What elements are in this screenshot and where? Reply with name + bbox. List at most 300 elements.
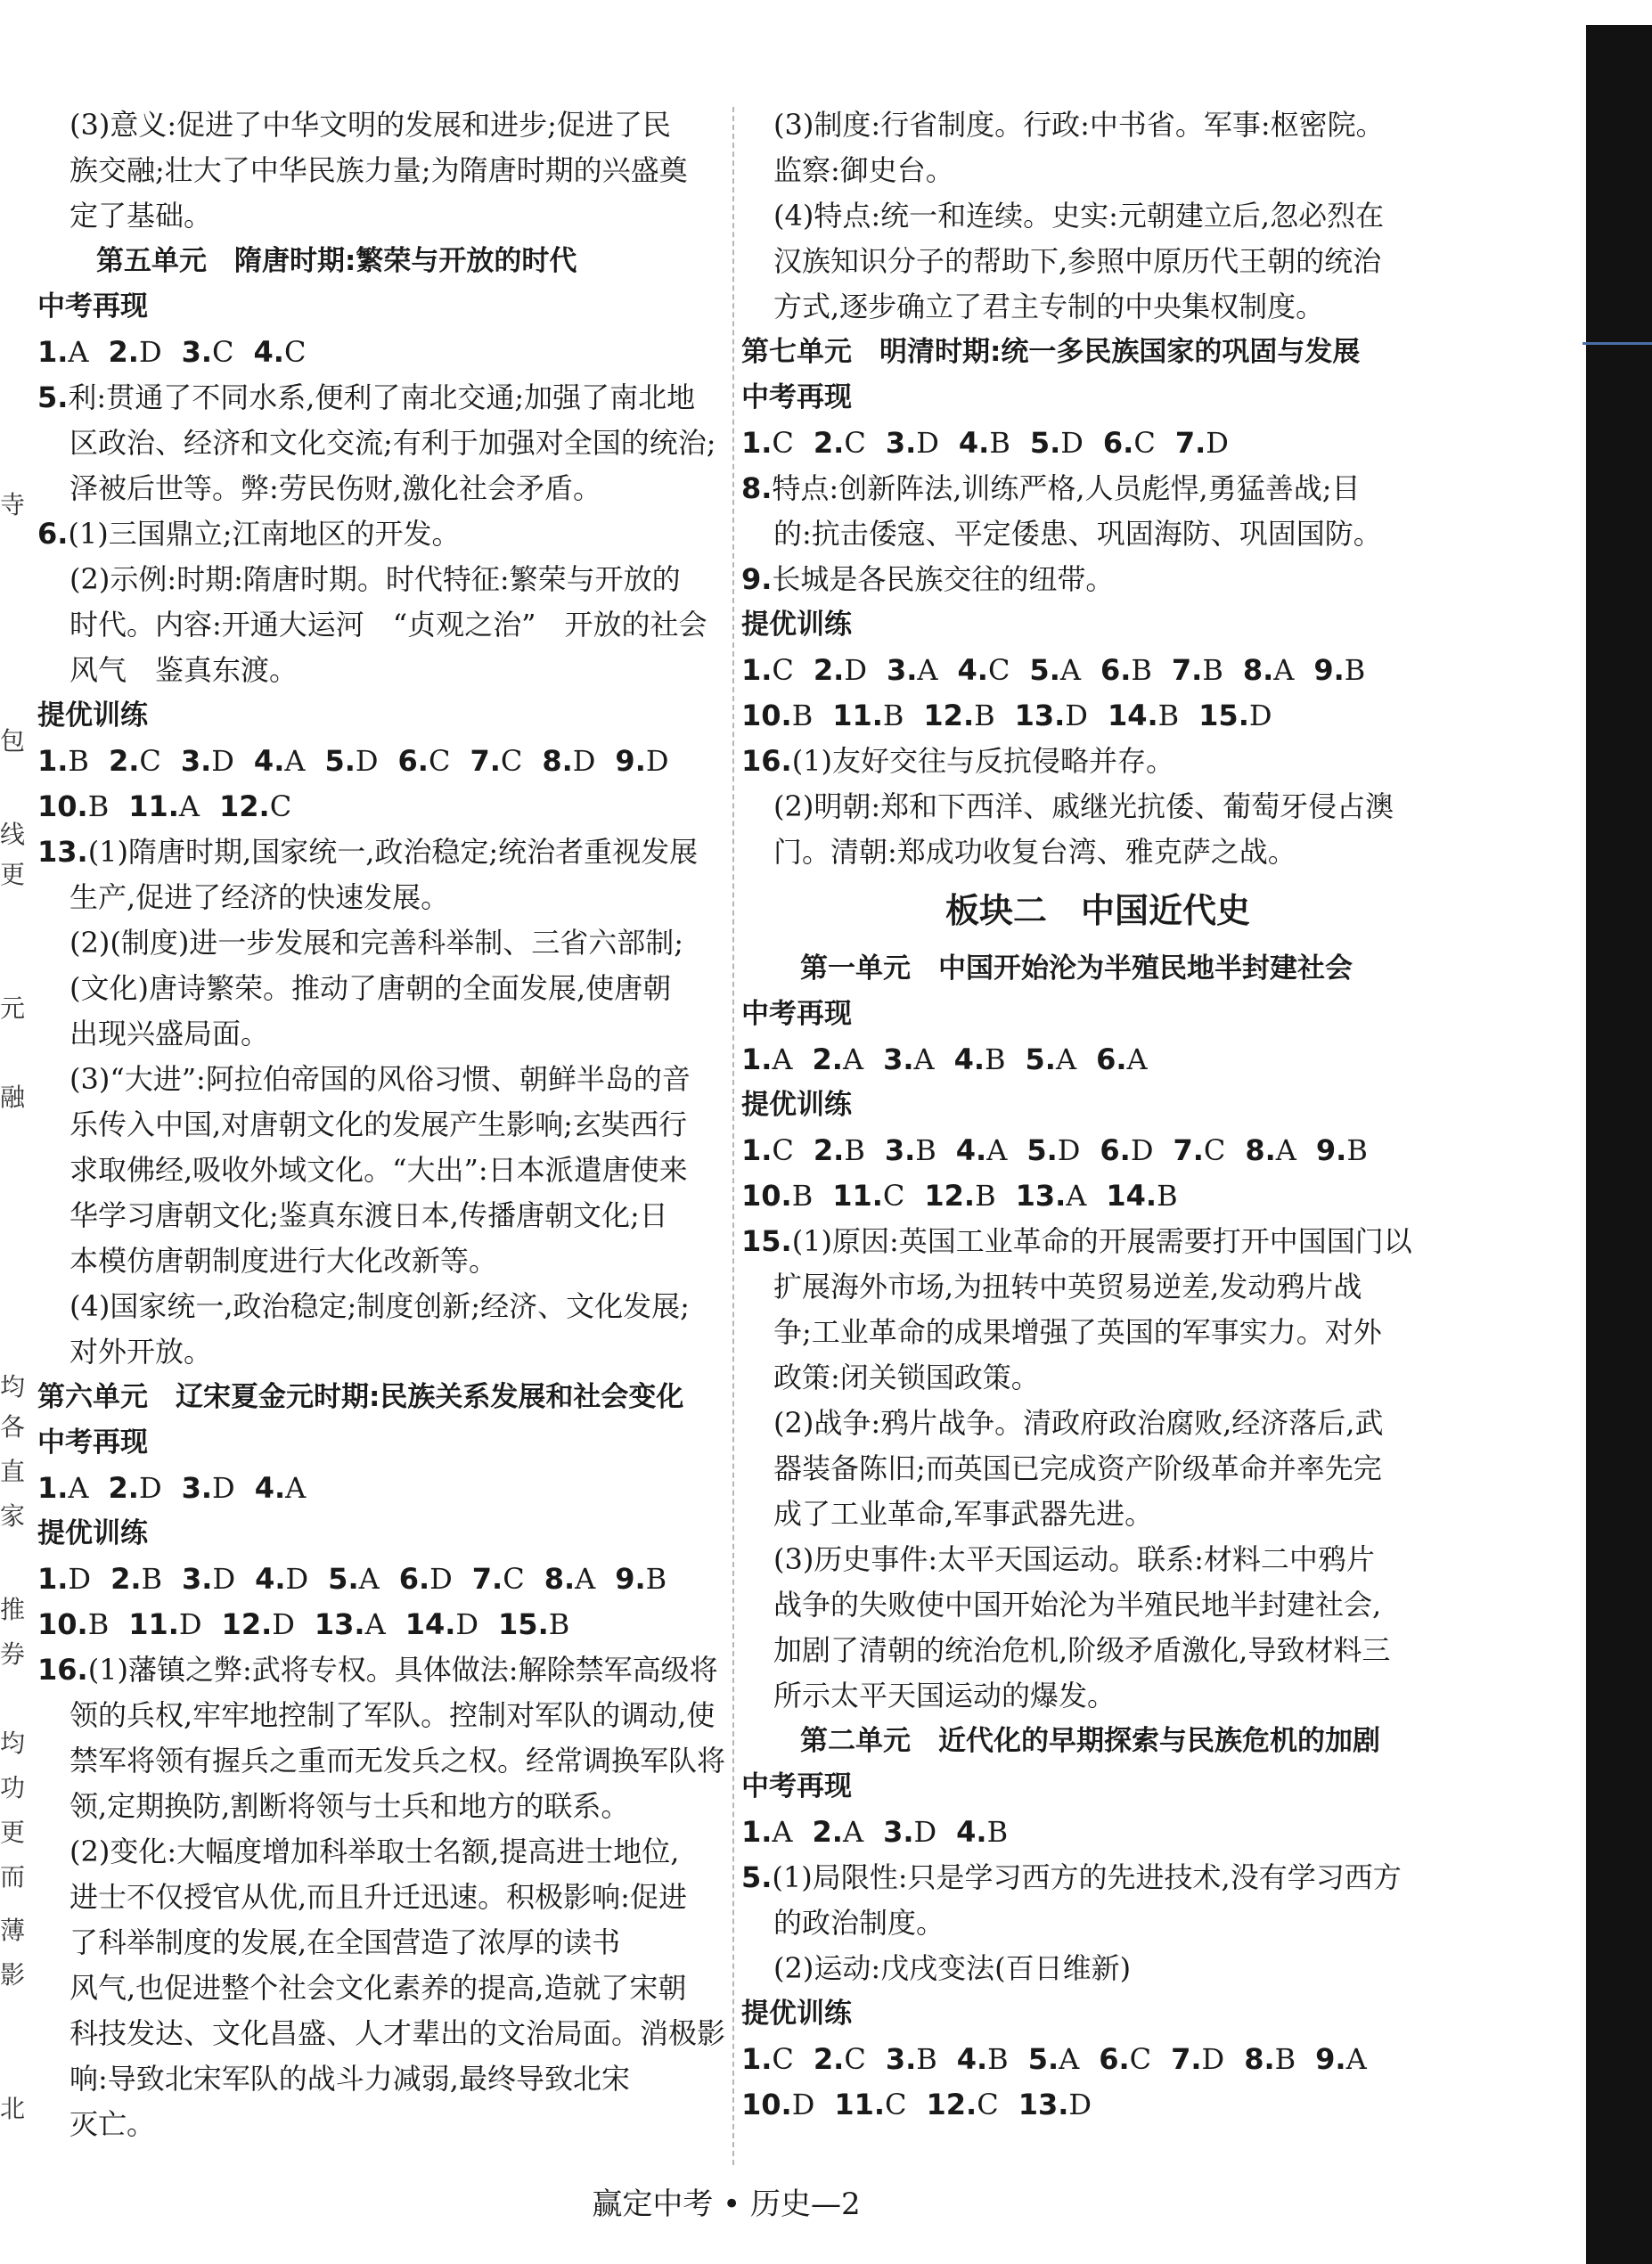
answer-number: 5. xyxy=(1029,653,1060,687)
answer-choice: B xyxy=(844,1133,865,1167)
answer-number: 9. xyxy=(1315,1133,1347,1167)
answer-choice: D xyxy=(429,1562,453,1596)
answer-number: 5. xyxy=(324,744,356,778)
answer-row xyxy=(741,2037,1436,2082)
answer-item xyxy=(956,1128,1008,1173)
margin-glyph: 更 xyxy=(0,860,26,889)
text-line: (2)战争:鸦片战争。清政府政治腐败,经济落后,武 xyxy=(773,1406,1384,1440)
answer-choice: B xyxy=(1202,653,1223,687)
answer-choice: A xyxy=(1066,1179,1087,1213)
answer-item xyxy=(37,1557,91,1602)
answer-number: 5. xyxy=(1026,1133,1058,1167)
column-divider xyxy=(732,107,734,2165)
answer-number: 13. xyxy=(1018,2088,1069,2121)
answer-number: 2. xyxy=(813,426,845,460)
answer-choice: A xyxy=(1055,1042,1077,1076)
question-text: (1)局限性:只是学习西方的先进技术,没有学习西方 xyxy=(772,1860,1402,1894)
answer-item xyxy=(615,739,668,784)
answer-item xyxy=(109,330,162,375)
right-column xyxy=(741,102,1436,2128)
answer-row xyxy=(37,1466,732,1511)
unit-heading: 第七单元 明清时期:统一多民族国家的巩固与发展 xyxy=(741,336,1361,368)
text-line: 本模仿唐朝制度进行大化改新等。 xyxy=(70,1244,498,1278)
answer-number: 3. xyxy=(885,426,917,460)
answer-choice: D xyxy=(455,1607,479,1641)
answer-row xyxy=(741,421,1436,466)
answer-choice: D xyxy=(68,1562,92,1596)
answer-item xyxy=(181,739,234,784)
answer-item xyxy=(741,1173,813,1219)
answer-number: 3. xyxy=(180,744,212,778)
answer-choice: B xyxy=(141,1562,163,1596)
answer-item xyxy=(222,1602,295,1647)
answer-choice: A xyxy=(772,1815,793,1849)
answer-item xyxy=(1172,648,1223,693)
text-line: (3)意义:促进了中华文明的发展和进步;促进了民 xyxy=(70,108,671,142)
answer-item xyxy=(741,2037,794,2082)
answer-choice: B xyxy=(882,699,904,732)
text-line xyxy=(37,830,732,875)
text-line: 政策:闭关锁国政策。 xyxy=(773,1361,1040,1394)
answer-choice: D xyxy=(211,744,234,778)
answer-number: 3. xyxy=(884,1133,916,1167)
answer-item xyxy=(37,1466,89,1511)
answer-choice: D xyxy=(1068,2088,1092,2121)
text-line: 了科举制度的发展,在全国营造了浓厚的读书 xyxy=(70,1925,621,1959)
answer-number: 7. xyxy=(1171,653,1203,687)
answer-choice: A xyxy=(1345,2042,1367,2076)
text-line: 族交融;壮大了中华民族力量;为隋唐时期的兴盛奠 xyxy=(70,153,688,187)
answer-choice: C xyxy=(269,789,292,823)
section-heading: 提优训练 xyxy=(37,1517,148,1549)
answer-number: 9. xyxy=(615,1562,646,1596)
answer-number: 12. xyxy=(926,2088,977,2121)
answer-number: 4. xyxy=(253,744,285,778)
unit-heading: 第六单元 辽宋夏金元时期:民族关系发展和社会变化 xyxy=(37,1381,684,1413)
answer-choice: B xyxy=(87,1607,110,1641)
answer-item xyxy=(1028,2037,1080,2082)
question-text: (1)原因:英国工业革命的开展需要打开中国国门以 xyxy=(791,1224,1412,1258)
answer-choice: C xyxy=(844,2042,866,2076)
text-line: 领,定期换防,割断将领与士兵和地方的联系。 xyxy=(70,1789,630,1823)
answer-choice: C xyxy=(772,1133,794,1167)
answer-choice: A xyxy=(1275,1133,1296,1167)
answer-choice: C xyxy=(500,744,523,778)
text-line: 出现兴盛局面。 xyxy=(70,1017,270,1050)
answer-choice: C xyxy=(212,335,234,369)
answer-number: 9. xyxy=(1315,2042,1346,2076)
answer-choice: B xyxy=(915,1133,936,1167)
margin-glyph: 包 xyxy=(0,726,26,756)
answer-number: 2. xyxy=(108,744,140,778)
answer-item xyxy=(315,1602,386,1647)
answer-item xyxy=(37,739,89,784)
margin-glyph: 均 xyxy=(0,1372,26,1402)
question-number: 5. xyxy=(741,1860,773,1894)
answer-number: 4. xyxy=(253,335,284,369)
answer-item xyxy=(1016,1173,1087,1219)
answer-choice: D xyxy=(645,744,669,778)
answer-choice: D xyxy=(1057,1133,1081,1167)
answer-number: 10. xyxy=(741,1179,792,1213)
answer-number: 5. xyxy=(1025,1042,1056,1076)
answer-item xyxy=(886,2037,937,2082)
answer-item xyxy=(954,1037,1006,1083)
answer-number: 1. xyxy=(37,1471,69,1505)
answer-item xyxy=(832,693,904,739)
text-line: 领的兵权,牢牢地控制了军队。控制对军队的调动,使 xyxy=(70,1698,716,1732)
question-text: (1)友好交往与反抗侵略并存。 xyxy=(791,744,1175,778)
answer-item xyxy=(956,1810,1008,1855)
answer-number: 3. xyxy=(883,1042,914,1076)
answer-item xyxy=(958,648,1010,693)
section-heading: 中考再现 xyxy=(741,1770,852,1802)
section-heading: 提优训练 xyxy=(741,1998,852,2030)
answer-number: 11. xyxy=(128,789,179,823)
text-line: 争;工业革命的成果增强了英国的军事实力。对外 xyxy=(773,1315,1382,1349)
answer-item xyxy=(1026,1037,1077,1083)
answer-number: 12. xyxy=(923,699,975,732)
answer-number: 3. xyxy=(181,1471,213,1505)
question-number: 16. xyxy=(37,1653,88,1687)
answer-item xyxy=(927,2082,999,2128)
answer-item xyxy=(741,1810,793,1855)
page-edge-bar xyxy=(1586,25,1652,2264)
answer-choice: A xyxy=(986,1133,1008,1167)
text-line xyxy=(37,375,732,421)
answer-item xyxy=(1100,1128,1153,1173)
answer-choice: C xyxy=(428,744,451,778)
answer-row xyxy=(741,1128,1436,1173)
answer-number: 4. xyxy=(255,1562,286,1596)
answer-number: 7. xyxy=(1171,2042,1202,2076)
answer-item xyxy=(182,1466,235,1511)
answer-choice: A xyxy=(364,1607,386,1641)
text-line: (3)制度:行省制度。行政:中书省。军事:枢密院。 xyxy=(773,108,1385,142)
answer-number: 5. xyxy=(1029,426,1061,460)
text-line: 进士不仅授官从优,而且升迁迅速。积极影响:促进 xyxy=(70,1880,687,1914)
answer-choice: C xyxy=(882,1179,905,1213)
answer-item xyxy=(1243,648,1295,693)
answer-number: 4. xyxy=(957,653,988,687)
answer-choice: D xyxy=(913,1815,937,1849)
answer-item xyxy=(924,1173,995,1219)
section-heading: 中考再现 xyxy=(741,381,852,413)
answer-number: 7. xyxy=(470,744,501,778)
question-number: 16. xyxy=(741,744,792,778)
unit-heading: 第二单元 近代化的早期探索与民族危机的加剧 xyxy=(800,1725,1380,1757)
answer-number: 8. xyxy=(544,1562,576,1596)
text-line: (3)历史事件:太平天国运动。联系:材料二中鸦片 xyxy=(773,1542,1375,1576)
answer-choice: A xyxy=(1126,1042,1148,1076)
text-line: 乐传入中国,对唐朝文化的发展产生影响;玄奘西行 xyxy=(70,1107,687,1141)
margin-glyph: 融 xyxy=(0,1083,26,1112)
answer-number: 6. xyxy=(1099,2042,1130,2076)
margin-glyph: 而 xyxy=(0,1862,26,1892)
answer-item xyxy=(1103,421,1156,466)
answer-item xyxy=(324,739,378,784)
answer-row xyxy=(741,648,1436,693)
section-heading: 提优训练 xyxy=(741,1089,852,1121)
answer-item xyxy=(959,421,1010,466)
text-line: 的政治制度。 xyxy=(773,1906,945,1940)
answer-number: 2. xyxy=(108,1471,139,1505)
answer-number: 7. xyxy=(1173,1133,1204,1167)
margin-glyph: 寺 xyxy=(0,490,26,519)
answer-item xyxy=(1026,1128,1080,1173)
answer-number: 12. xyxy=(219,789,270,823)
answer-item xyxy=(741,1128,794,1173)
answer-choice: C xyxy=(139,744,161,778)
text-line: 求取佛经,吸收外域文化。“大出”:日本派遣唐使来 xyxy=(70,1153,688,1187)
margin-glyph: 功 xyxy=(0,1773,26,1802)
answer-choice: C xyxy=(772,653,794,687)
answer-item xyxy=(109,739,161,784)
answer-item xyxy=(1108,693,1179,739)
answer-row xyxy=(741,693,1436,739)
margin-glyph: 家 xyxy=(0,1501,26,1531)
answer-row xyxy=(37,1602,732,1647)
answer-item xyxy=(887,648,938,693)
answer-number: 3. xyxy=(182,1562,213,1596)
section-heading: 中考再现 xyxy=(37,290,148,323)
answer-choice: B xyxy=(548,1607,570,1641)
answer-choice: A xyxy=(68,335,89,369)
answer-choice: C xyxy=(503,1562,525,1596)
text-line: 加剧了清朝的统治危机,阶级矛盾激化,导致材料三 xyxy=(773,1633,1391,1667)
answer-item xyxy=(832,1173,904,1219)
answer-choice: A xyxy=(917,653,938,687)
answer-choice: D xyxy=(355,744,379,778)
answer-number: 6. xyxy=(1102,426,1134,460)
question-text: (1)三国鼎立;江南地区的开发。 xyxy=(68,517,461,551)
text-line: 区政治、经济和文化交流;有利于加强对全国的统治; xyxy=(70,426,716,460)
answer-choice: D xyxy=(1206,426,1229,460)
answer-number: 11. xyxy=(834,2088,886,2121)
text-line: (4)国家统一,政治稳定;制度创新;经济、文化发展; xyxy=(70,1289,690,1323)
text-line: 风气,也促进整个社会文化素养的提高,造就了宋朝 xyxy=(70,1971,687,2005)
question-number: 15. xyxy=(741,1224,792,1258)
answer-number: 2. xyxy=(813,653,845,687)
answer-item xyxy=(328,1557,380,1602)
margin-glyph: 线 xyxy=(0,820,26,849)
margin-glyph: 影 xyxy=(0,1960,26,1990)
answer-row xyxy=(37,739,732,784)
answer-choice: B xyxy=(1346,1133,1368,1167)
margin-glyph: 北 xyxy=(0,2094,26,2123)
question-number: 8. xyxy=(741,471,773,505)
answer-choice: D xyxy=(844,653,867,687)
answer-item xyxy=(470,739,522,784)
answer-choice: A xyxy=(284,744,306,778)
answer-item xyxy=(1015,693,1088,739)
answer-item xyxy=(1029,648,1081,693)
answer-choice: C xyxy=(1133,426,1156,460)
question-number: 5. xyxy=(37,380,69,414)
text-line: (2)(制度)进一步发展和完善科举制、三省六部制; xyxy=(70,926,684,960)
question-text: (1)隋唐时期,国家统一,政治稳定;统治者重视发展 xyxy=(87,835,699,869)
answer-number: 1. xyxy=(741,1815,773,1849)
text-line: 响:导致北宋军队的战斗力减弱,最终导致北宋 xyxy=(70,2062,630,2096)
answer-choice: A xyxy=(913,1042,935,1076)
answer-choice: C xyxy=(987,653,1010,687)
margin-glyph: 均 xyxy=(0,1729,26,1758)
answer-item xyxy=(886,421,939,466)
answer-choice: A xyxy=(285,1471,307,1505)
answer-row xyxy=(741,2082,1436,2128)
answer-choice: A xyxy=(575,1562,596,1596)
answer-number: 1. xyxy=(37,1562,69,1596)
answer-item xyxy=(1315,2037,1367,2082)
text-line: (文化)唐诗繁荣。推动了唐朝的全面发展,使唐朝 xyxy=(70,971,672,1005)
answer-item xyxy=(957,2037,1009,2082)
answer-number: 6. xyxy=(397,744,429,778)
answer-item xyxy=(1018,2082,1092,2128)
answer-item xyxy=(399,1557,453,1602)
answer-number: 6. xyxy=(1100,653,1132,687)
answer-row xyxy=(741,1037,1436,1083)
question-text: 利:贯通了不同水系,便利了南北交通;加强了南北地 xyxy=(68,380,696,414)
answer-item xyxy=(182,330,234,375)
text-line xyxy=(741,739,1436,784)
answer-item xyxy=(1244,2037,1296,2082)
answer-number: 13. xyxy=(1015,1179,1067,1213)
answer-number: 8. xyxy=(1245,1133,1276,1167)
answer-item xyxy=(542,739,595,784)
answer-choice: B xyxy=(87,789,110,823)
answer-number: 15. xyxy=(1198,699,1249,732)
text-line: 定了基础。 xyxy=(70,199,213,233)
answer-item xyxy=(219,784,291,830)
answer-choice: D xyxy=(791,2088,815,2121)
text-line: 门。清朝:郑成功收复台湾、雅克萨之战。 xyxy=(773,835,1296,869)
answer-item xyxy=(741,648,794,693)
answer-item xyxy=(1106,1173,1177,1219)
answer-item xyxy=(1313,648,1365,693)
answer-choice: B xyxy=(974,699,995,732)
answer-choice: D xyxy=(1248,699,1272,732)
text-line: 战争的失败使中国开始沦为半殖民地半封建社会, xyxy=(773,1588,1382,1622)
answer-number: 2. xyxy=(812,1042,843,1076)
answer-number: 10. xyxy=(741,2088,792,2121)
answer-number: 13. xyxy=(1014,699,1066,732)
answer-choice: C xyxy=(772,2042,794,2076)
margin-glyph: 薄 xyxy=(0,1916,26,1945)
answer-item xyxy=(1099,2037,1151,2082)
answer-choice: B xyxy=(1274,2042,1296,2076)
answer-item xyxy=(1096,1037,1148,1083)
answer-item xyxy=(883,1037,935,1083)
answer-choice: A xyxy=(1273,653,1295,687)
text-line: 监察:御史台。 xyxy=(773,153,954,187)
text-line: 灭亡。 xyxy=(70,2107,156,2141)
answer-choice: A xyxy=(842,1042,864,1076)
answer-choice: B xyxy=(68,744,89,778)
answer-number: 2. xyxy=(812,1815,843,1849)
answer-item xyxy=(1100,648,1152,693)
answer-item xyxy=(1175,421,1229,466)
answer-choice: D xyxy=(212,1471,235,1505)
answer-number: 1. xyxy=(37,335,69,369)
answer-number: 1. xyxy=(741,1133,773,1167)
text-line: 时代。内容:开通大运河 “贞观之治” 开放的社会 xyxy=(70,608,707,642)
answer-number: 6. xyxy=(1100,1133,1131,1167)
answer-choice: B xyxy=(1157,1179,1178,1213)
answer-choice: A xyxy=(358,1562,380,1596)
answer-number: 4. xyxy=(254,1471,286,1505)
answer-number: 1. xyxy=(741,426,773,460)
text-line xyxy=(741,557,1436,602)
answer-choice: A xyxy=(178,789,200,823)
section-heading: 中考再现 xyxy=(37,1426,148,1459)
text-line: 生产,促进了经济的快速发展。 xyxy=(70,880,450,914)
answer-choice: B xyxy=(1157,699,1180,732)
answer-row xyxy=(37,784,732,830)
margin-glyph: 推 xyxy=(0,1595,26,1624)
answer-choice: D xyxy=(272,1607,295,1641)
answer-item xyxy=(405,1602,478,1647)
answer-number: 3. xyxy=(885,2042,917,2076)
answer-choice: D xyxy=(1060,426,1084,460)
answer-number: 8. xyxy=(1242,653,1274,687)
answer-item xyxy=(615,1557,667,1602)
answer-item xyxy=(885,1128,936,1173)
answer-number: 4. xyxy=(953,1042,985,1076)
answer-number: 1. xyxy=(741,653,773,687)
answer-item xyxy=(814,648,867,693)
text-line: 泽被后世等。弊:劳民伤财,激化社会矛盾。 xyxy=(70,471,601,505)
answer-number: 13. xyxy=(314,1607,365,1641)
text-line: (2)示例:时期:隋唐时期。时代特征:繁荣与开放的 xyxy=(70,562,681,596)
answer-number: 12. xyxy=(221,1607,273,1641)
answer-item xyxy=(128,784,200,830)
answer-number: 4. xyxy=(958,426,990,460)
text-line: 所示太平天国运动的爆发。 xyxy=(773,1679,1116,1712)
answer-choice: B xyxy=(987,2042,1009,2076)
answer-choice: B xyxy=(791,1179,814,1213)
answer-number: 1. xyxy=(741,2042,773,2076)
text-line: 方式,逐步确立了君主专制的中央集权制度。 xyxy=(773,290,1325,323)
answer-item xyxy=(813,1037,864,1083)
answer-number: 9. xyxy=(615,744,646,778)
answer-choice: C xyxy=(1203,1133,1226,1167)
answer-choice: D xyxy=(285,1562,309,1596)
answer-choice: D xyxy=(1130,1133,1154,1167)
answer-choice: B xyxy=(645,1562,667,1596)
text-line: 华学习唐朝文化;鉴真东渡日本,传播唐朝文化;日 xyxy=(70,1198,668,1232)
edge-tick xyxy=(1582,342,1652,345)
answer-item xyxy=(254,330,307,375)
answer-number: 3. xyxy=(883,1815,914,1849)
answer-number: 6. xyxy=(1096,1042,1127,1076)
question-number: 9. xyxy=(741,562,773,596)
margin-glyph: 更 xyxy=(0,1818,26,1847)
margin-glyph: 直 xyxy=(0,1457,26,1486)
answer-number: 12. xyxy=(924,1179,976,1213)
answer-number: 2. xyxy=(108,335,139,369)
text-line: 对外开放。 xyxy=(70,1335,213,1369)
answer-item xyxy=(741,1037,793,1083)
answer-item xyxy=(182,1557,235,1602)
answer-choice: A xyxy=(1059,2042,1080,2076)
answer-choice: D xyxy=(572,744,596,778)
margin-glyph: 券 xyxy=(0,1639,26,1669)
answer-item xyxy=(834,2082,906,2128)
answer-number: 5. xyxy=(1027,2042,1059,2076)
answer-item xyxy=(741,421,794,466)
answer-item xyxy=(37,784,109,830)
text-line: (2)明朝:郑和下西洋、戚继光抗倭、葡萄牙侵占澳 xyxy=(773,789,1394,823)
